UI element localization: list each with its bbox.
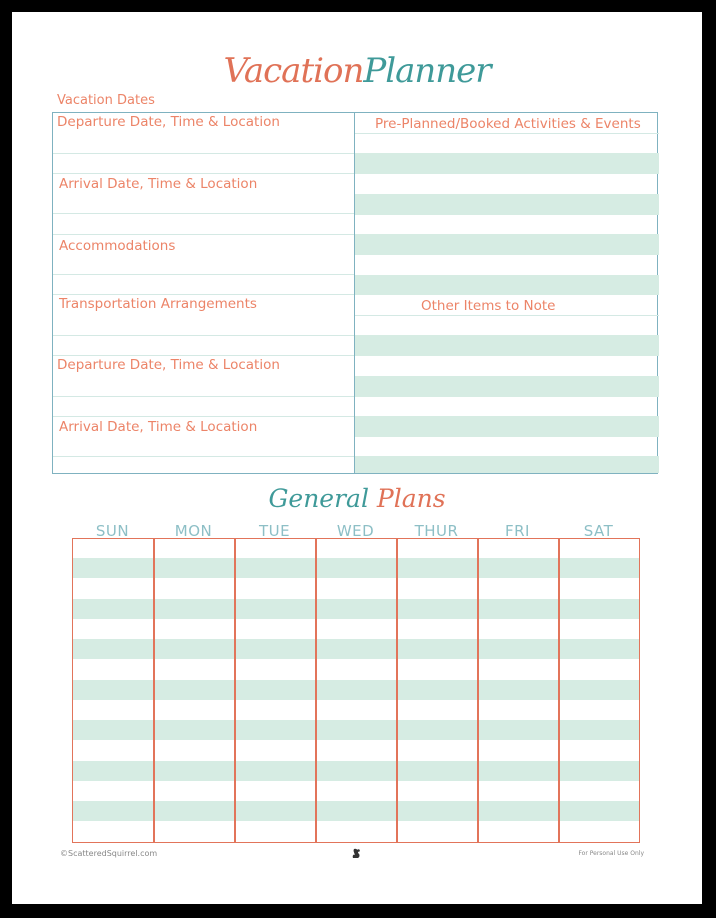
column-divider <box>315 539 317 842</box>
departure-label-2: Departure Date, Time & Location <box>57 357 280 373</box>
dates-column <box>53 113 355 473</box>
column-divider <box>153 539 155 842</box>
accommodations-label: Accommodations <box>59 238 176 254</box>
title-word-vacation: Vacation <box>223 51 364 91</box>
general-word: General <box>268 484 369 513</box>
day-header-wed: WED <box>336 522 375 540</box>
activities-label: Pre-Planned/Booked Activities & Events <box>375 116 641 132</box>
note-row-stripe[interactable] <box>355 416 659 437</box>
column-divider <box>558 539 560 842</box>
footer-personal-use: For Personal Use Only <box>578 850 644 857</box>
arrival-label-2: Arrival Date, Time & Location <box>59 419 258 435</box>
write-line[interactable] <box>53 456 354 457</box>
note-row-stripe[interactable] <box>355 456 659 473</box>
write-line[interactable] <box>53 335 354 336</box>
grid-row-stripe[interactable] <box>73 761 639 781</box>
divider-line <box>53 234 354 235</box>
day-header-sat: SAT <box>583 522 614 540</box>
day-header-sun: SUN <box>95 522 130 540</box>
plans-word: Plans <box>376 484 446 513</box>
grid-row-stripe[interactable] <box>73 599 639 619</box>
column-divider <box>234 539 236 842</box>
write-line[interactable] <box>53 213 354 214</box>
vacation-dates-box <box>52 112 658 474</box>
activity-row-stripe[interactable] <box>355 153 659 174</box>
divider-line <box>53 416 354 417</box>
day-header-tue: TUE <box>258 522 291 540</box>
day-header-mon: MON <box>174 522 213 540</box>
notes-label: Other Items to Note <box>421 298 556 314</box>
grid-row-stripe[interactable] <box>73 558 639 578</box>
footer-copyright: ©ScatteredSquirrel.com <box>60 849 158 858</box>
divider-line <box>53 294 354 295</box>
grid-row-stripe[interactable] <box>73 680 639 700</box>
grid-row-stripe[interactable] <box>73 720 639 740</box>
note-row-stripe[interactable] <box>355 335 659 356</box>
day-header-fri: FRI <box>505 522 530 540</box>
activity-row-stripe[interactable] <box>355 194 659 215</box>
arrival-label-1: Arrival Date, Time & Location <box>59 176 258 192</box>
planner-page <box>12 12 702 904</box>
activity-row-stripe[interactable] <box>355 275 659 295</box>
vacation-dates-label: Vacation Dates <box>57 93 155 108</box>
note-row-stripe[interactable] <box>355 376 659 397</box>
general-plans-title <box>12 486 702 511</box>
grid-row-stripe[interactable] <box>73 639 639 659</box>
general-plans-grid <box>72 538 640 843</box>
write-line[interactable] <box>53 396 354 397</box>
title-word-planner: Planner <box>363 51 491 91</box>
transportation-label: Transportation Arrangements <box>59 296 257 312</box>
page-title <box>12 51 702 91</box>
departure-label-1: Departure Date, Time & Location <box>57 114 280 130</box>
write-line[interactable] <box>53 153 354 154</box>
divider-line <box>355 133 659 134</box>
divider-line <box>53 173 354 174</box>
grid-row-stripe[interactable] <box>73 801 639 821</box>
day-header-thur: THUR <box>414 522 459 540</box>
column-divider <box>477 539 479 842</box>
divider-line <box>355 315 659 316</box>
activity-row-stripe[interactable] <box>355 234 659 255</box>
write-line[interactable] <box>53 274 354 275</box>
divider-line <box>53 355 354 356</box>
activities-column <box>355 113 659 473</box>
squirrel-icon <box>351 848 361 862</box>
column-divider <box>396 539 398 842</box>
